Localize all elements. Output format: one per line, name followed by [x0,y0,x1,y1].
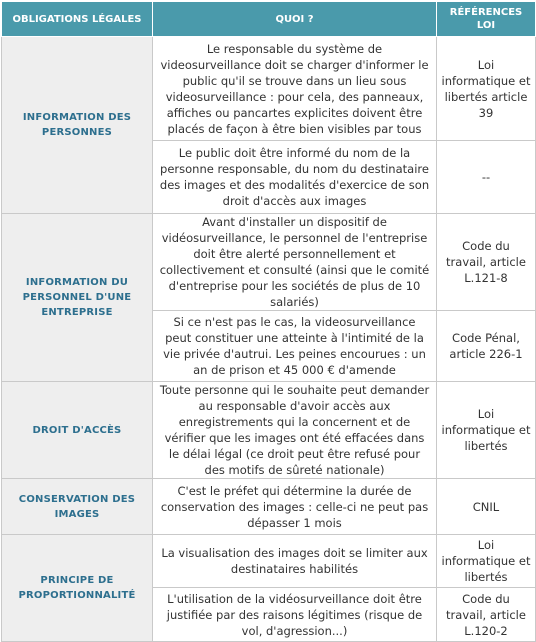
table-row [2,479,536,535]
reference-cell: Code du travail, article L.120-2 [437,588,536,642]
quoi-cell: Avant d'installer un dispositif de vidéosurveillance, le personnel de l'entreprise doit être alerté personnellement et collectivement et consulté (ainsi que le comité d'entreprise pour les sociétés de plus de 10 salariés) [153,214,437,311]
reference-cell: CNIL [437,479,536,535]
obligation-droit-acces: DROIT D'ACCÈS [2,382,153,479]
table-row [2,214,536,311]
header-references: RÉFÉRENCES LOI [437,2,536,37]
table-row [2,37,536,141]
quoi-cell: Le responsable du système de videosurveillance doit se charger d'informer le public qu'il se trouve dans un lieu sous videosurveillance : pour cela, des panneaux, affiches ou pancartes explicites doivent être placés de façon à être bien visibles par tous [153,37,437,141]
reference-cell: Code du travail, article L.121-8 [437,214,536,311]
reference-cell: Code Pénal, article 226-1 [437,311,536,382]
quoi-cell: Toute personne qui le souhaite peut demander au responsable d'avoir accès aux enregistrements qui la concernent et de vérifier que les images ont été effacées dans le délai légal (ce droit peut être refusé pour des motifs de sûreté nationale) [153,382,437,479]
legal-obligations-table [1,1,536,642]
obligation-conservation-images: CONSERVATION DES IMAGES [2,479,153,535]
reference-cell: -- [437,141,536,214]
header-quoi: QUOI ? [153,2,437,37]
obligation-principe-proportionnalite: PRINCIPE DE PROPORTIONNALITÉ [2,535,153,642]
reference-cell: Loi informatique et libertés [437,382,536,479]
reference-cell: Loi informatique et libertés article 39 [437,37,536,141]
table-row [2,535,536,588]
quoi-cell: Le public doit être informé du nom de la personne responsable, du nom du destinataire des images et des modalités d'exercice de son droit d'accès aux images [153,141,437,214]
table-row [2,382,536,479]
quoi-cell: L'utilisation de la vidéosurveillance doit être justifiée par des raisons légitimes (risque de vol, d'agression...) [153,588,437,642]
quoi-cell: La visualisation des images doit se limiter aux destinataires habilités [153,535,437,588]
header-obligations: OBLIGATIONS LÉGALES [2,2,153,37]
obligation-information-personnel: INFORMATION DU PERSONNEL D'UNE ENTREPRISE [2,214,153,382]
quoi-cell: Si ce n'est pas le cas, la videosurveillance peut constituer une atteinte à l'intimité de la vie privée d'autrui. Les peines encourues : un an de prison et 45 000 € d'amende [153,311,437,382]
obligation-information-personnes: INFORMATION DES PERSONNES [2,37,153,214]
reference-cell: Loi informatique et libertés [437,535,536,588]
quoi-cell: C'est le préfet qui détermine la durée de conservation des images : celle-ci ne peut pas dépasser 1 mois [153,479,437,535]
header-row [2,2,536,37]
